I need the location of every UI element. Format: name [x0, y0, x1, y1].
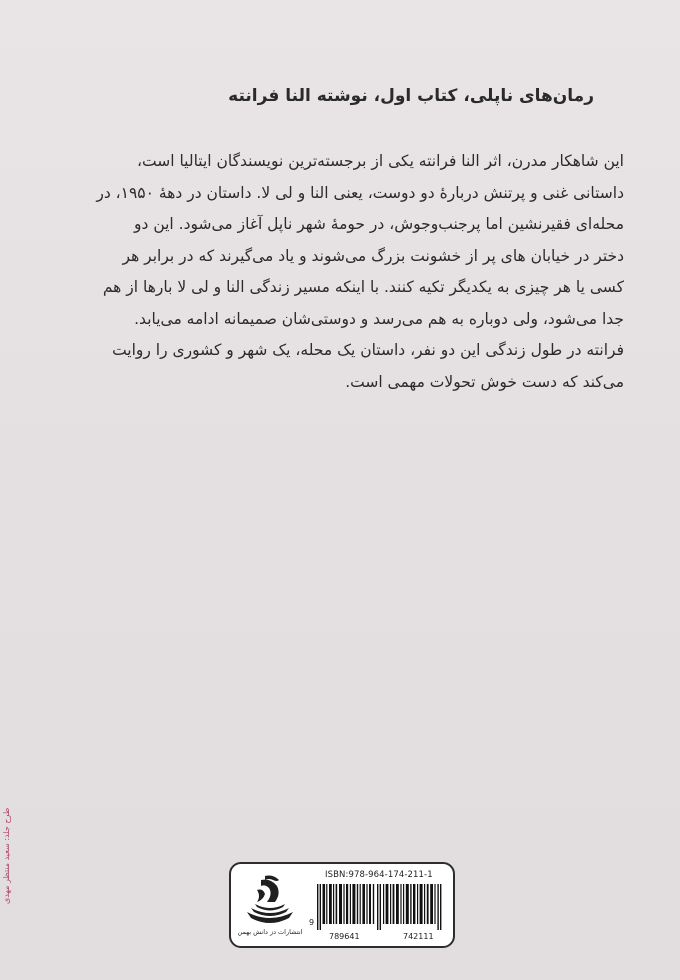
- publisher-logo: [237, 872, 303, 944]
- synopsis-line: می‌کند که دست خوش تحولات مهمی است.: [345, 372, 624, 391]
- ship-logo-icon: [237, 872, 303, 928]
- barcode-right-digits: 742111: [403, 932, 434, 941]
- barcode-lead-digit: 9: [309, 918, 315, 927]
- synopsis-line: کسی یا هر چیزی به یکدیگر تکیه کنند. با اینکه مسیر زندگی النا و لی لا بارها از هم: [102, 278, 624, 296]
- synopsis-line: محله‌ای فقیرنشین اما پرجنب‌وجوش، در حومه‌ٔ شهر ناپل آغاز می‌شود. این دو: [134, 215, 624, 233]
- publisher-name: انتشارات دز دانش بهمن: [237, 928, 303, 936]
- synopsis-line: دختر در خیابان های پر از خشونت بزرگ می‌شوند و یاد می‌گیرند که در برابر هر: [122, 246, 624, 265]
- isbn-text: ISBN:978-964-174-211-1: [325, 870, 433, 880]
- barcode-panel: [229, 862, 455, 948]
- synopsis-line: این شاهکار مدرن، اثر النا فرانته یکی از برجسته‌ترین نویسندگان ایتالیا است،: [137, 152, 624, 170]
- barcode-left-digits: 789641: [329, 932, 360, 941]
- cover-design-credit: طرح جلد: سعید منتظر مهدی: [2, 808, 11, 905]
- barcode-bars: [311, 884, 449, 930]
- book-series-title: رمان‌های ناپلی، کتاب اول، نوشته النا فرانته: [228, 86, 594, 106]
- synopsis-line: جدا می‌شود، ولی دوباره به هم می‌رسد و دوستی‌شان صمیمانه ادامه می‌یابد.: [134, 309, 624, 328]
- synopsis: [56, 146, 624, 398]
- synopsis-line: داستانی غنی و پرتنش درباره‌ٔ دو دوست، یعنی النا و لی لا. داستان در دهه‌ٔ ۱۹۵۰، در: [96, 183, 624, 202]
- synopsis-line: فرانته در طول زندگی این دو نفر، داستان یک محله، یک شهر و کشوری را روایت: [112, 341, 624, 359]
